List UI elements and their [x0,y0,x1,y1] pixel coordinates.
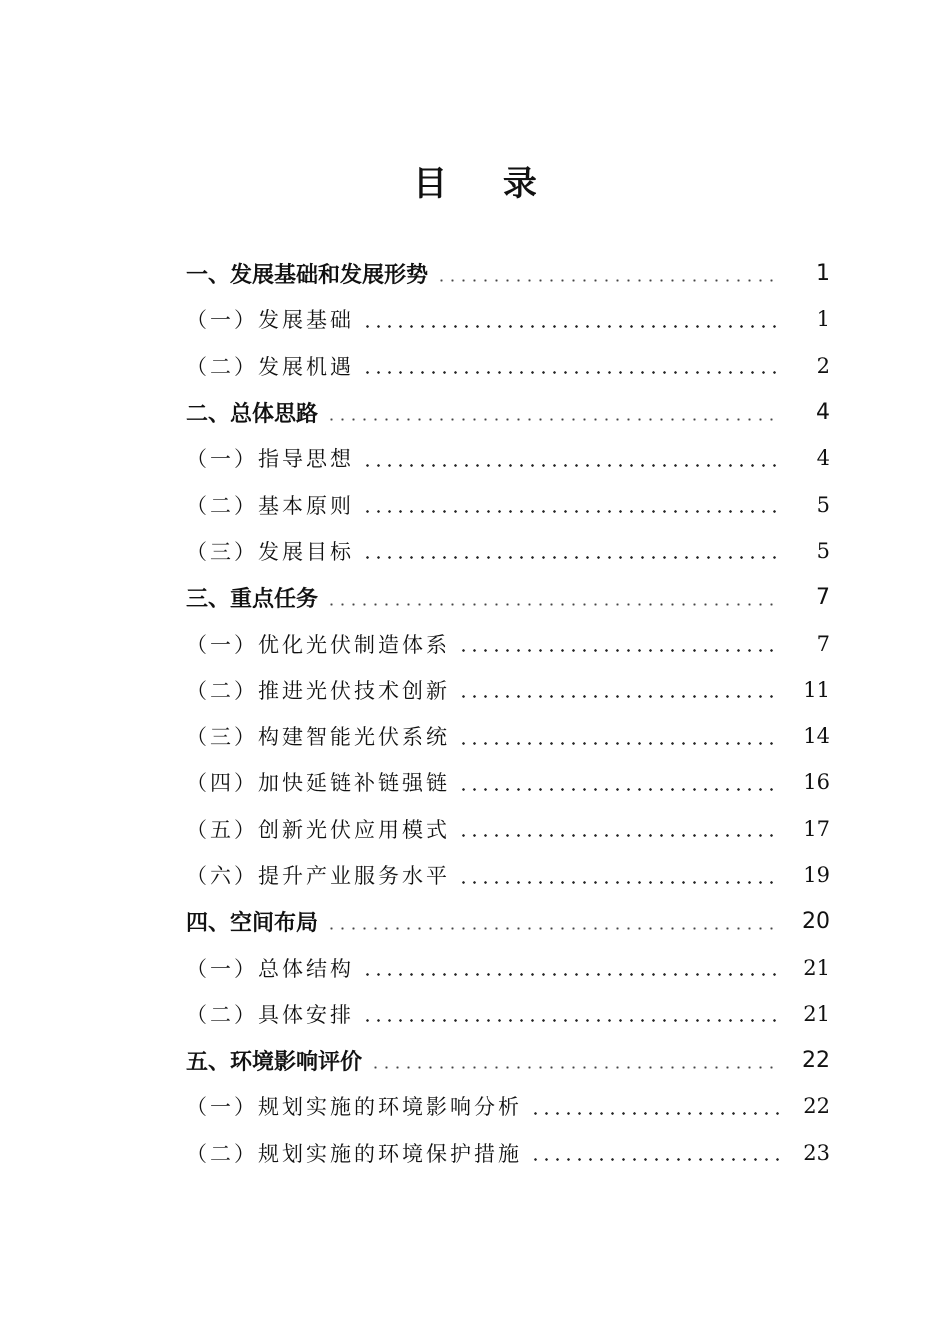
toc-entry-label: （一）优化光伏制造体系 [186,632,450,657]
toc-entry-page-number: 19 [803,863,830,887]
dot-leader [362,371,780,374]
toc-entry-section-4[interactable] [0,898,950,944]
toc-entry-subsection[interactable] [0,435,950,481]
dot-leader [530,1158,780,1161]
dot-leader [326,418,780,421]
toc-entry-page-number: 7 [816,584,830,610]
toc-entry-page-number: 1 [816,260,830,286]
dot-leader [362,325,780,328]
toc-entry-label: （二）推进光伏技术创新 [186,678,450,703]
toc-entry-subsection[interactable] [0,667,950,713]
dot-leader [458,881,780,884]
toc-entry-label: （三）构建智能光伏系统 [186,725,450,750]
toc-entry-page-number: 4 [816,399,830,425]
dot-leader [362,556,780,559]
dot-leader [362,973,780,976]
toc-entry-subsection[interactable] [0,1130,950,1176]
toc-entry-label: （一）总体结构 [186,956,354,981]
toc-entry-subsection[interactable] [0,528,950,574]
dot-leader [436,279,780,282]
dot-leader [370,1066,780,1069]
toc-entry-label: 三、重点任务 [186,586,319,612]
dot-leader [362,464,780,467]
table-of-contents [0,250,950,1176]
toc-entry-page-number: 23 [803,1140,830,1165]
toc-entry-label: （四）加快延链补链强链 [186,771,450,796]
toc-entry-page-number: 22 [802,1047,830,1073]
toc-entry-page-number: 21 [803,1001,830,1026]
toc-entry-subsection[interactable] [0,806,950,852]
toc-entry-label: （六）提升产业服务水平 [186,864,450,888]
toc-entry-label: （一）发展基础 [186,308,354,333]
toc-entry-page-number: 17 [803,816,830,841]
toc-entry-subsection[interactable] [0,620,950,666]
dot-leader [458,695,780,698]
toc-entry-page-number: 16 [803,770,830,795]
dot-leader [362,1019,780,1022]
toc-entry-subsection[interactable] [0,759,950,805]
toc-entry-section-3[interactable] [0,574,950,620]
toc-entry-page-number: 21 [803,955,830,980]
toc-entry-label: 一、发展基础和发展形势 [186,262,429,288]
toc-entry-page-number: 22 [803,1094,830,1119]
toc-entry-label: （二）发展机遇 [186,354,354,379]
toc-entry-subsection[interactable] [0,1083,950,1129]
dot-leader [458,834,780,837]
toc-entry-subsection[interactable] [0,991,950,1037]
toc-entry-page-number: 1 [816,307,830,332]
toc-entry-label: （一）规划实施的环境影响分析 [186,1095,522,1120]
toc-entry-label: （二）规划实施的环境保护措施 [186,1141,522,1166]
toc-entry-page-number: 14 [803,724,830,749]
toc-entry-label: （二）基本原则 [186,493,354,518]
toc-entry-label: 二、总体思路 [186,401,319,427]
toc-entry-section-5[interactable] [0,1037,950,1083]
toc-entry-section-1[interactable] [0,250,950,296]
toc-entry-label: 四、空间布局 [186,910,319,936]
toc-entry-subsection[interactable] [0,296,950,342]
page-title: 目 录 [413,164,559,204]
toc-entry-subsection[interactable] [0,852,950,898]
toc-entry-page-number: 2 [816,353,830,378]
toc-entry-page-number: 11 [803,677,830,702]
toc-entry-page-number: 20 [802,908,830,934]
toc-entry-label: （二）具体安排 [186,1002,354,1027]
toc-entry-page-number: 4 [816,446,830,471]
toc-entry-page-number: 5 [816,538,830,563]
toc-entry-label: 五、环境影响评价 [186,1049,363,1075]
dot-leader [458,788,780,791]
toc-entry-section-2[interactable] [0,389,950,435]
dot-leader [458,649,780,652]
toc-entry-subsection[interactable] [0,944,950,990]
toc-entry-label: （五）创新光伏应用模式 [186,817,450,842]
toc-entry-subsection[interactable] [0,481,950,527]
toc-entry-page-number: 7 [816,631,830,656]
dot-leader [326,603,780,606]
toc-entry-label: （一）指导思想 [186,447,354,472]
toc-entry-page-number: 5 [816,492,830,517]
toc-entry-subsection[interactable] [0,713,950,759]
toc-entry-subsection[interactable] [0,343,950,389]
dot-leader [326,927,780,930]
dot-leader [530,1112,780,1115]
dot-leader [362,510,780,513]
dot-leader [458,742,780,745]
toc-entry-label: （三）发展目标 [186,539,354,564]
